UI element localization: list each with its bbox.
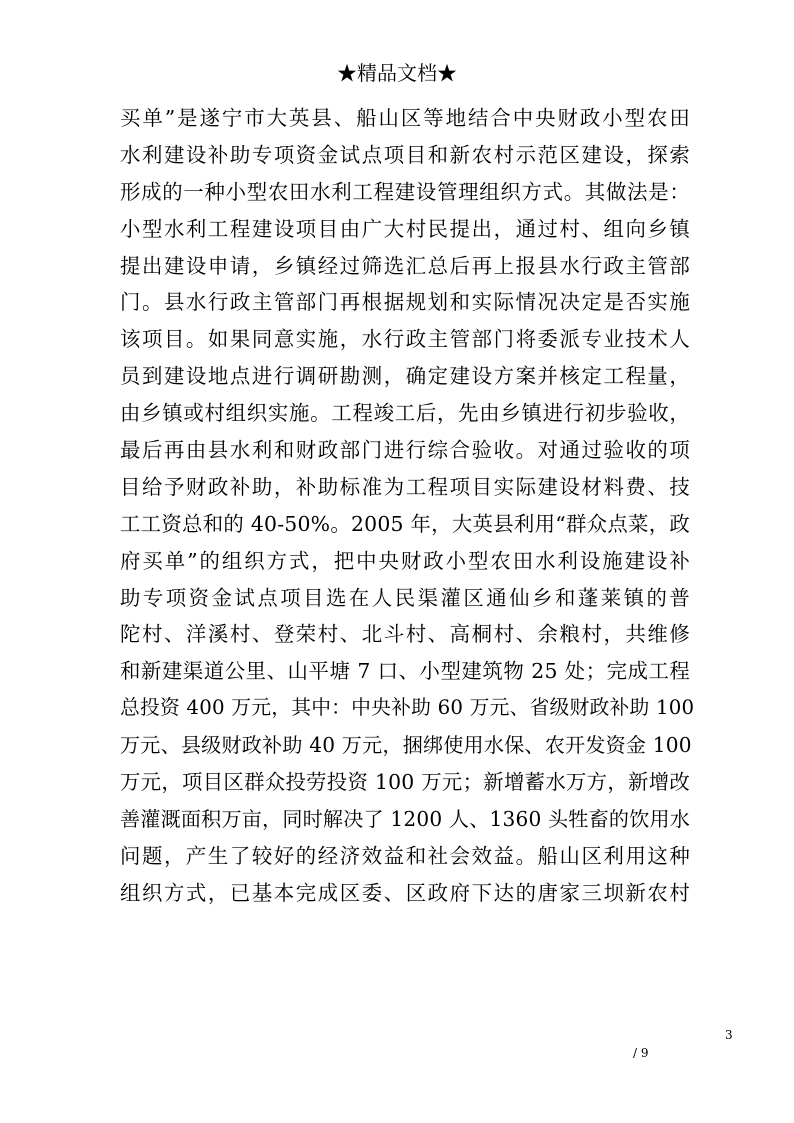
body-line-11: 目给予财政补助，补助标准为工程项目实际建设材料费、技 [120,474,690,499]
body-line-16: 和新建渠道公里、山平塘 7 口、小型建筑物 25 处；完成工程 [120,659,690,684]
body-line-3: 形成的一种小型农田水利工程建设管理组织方式。其做法是： [120,179,690,204]
page-number: 3 [725,1028,733,1042]
body-line-18: 万元、县级财政补助 40 万元，捆绑使用水保、农开发资金 100 [120,733,692,758]
body-line-14: 助专项资金试点项目选在人民渠灌区通仙乡和蓬莱镇的普 [120,585,690,610]
body-line-8: 员到建设地点进行调研勘测，确定建设方案并核定工程量， [120,364,690,389]
body-line-12: 工工资总和的 40-50%。2005 年，大英县利用“群众点菜，政 [120,511,690,536]
body-line-5: 提出建设申请，乡镇经过筛选汇总后再上报县水行政主管部 [120,253,690,278]
body-line-22: 组织方式，已基本完成区委、区政府下达的唐家三坝新农村 [120,880,690,905]
body-line-20: 善灌溉面积万亩，同时解决了 1200 人、1360 头牲畜的饮用水 [120,806,691,831]
body-line-4: 小型水利工程建设项目由广大村民提出，通过村、组向乡镇 [120,216,690,241]
page-total: / 9 [633,1046,649,1060]
body-line-17: 总投资 400 万元，其中：中央补助 60 万元、省级财政补助 100 [120,696,695,720]
document-body [120,100,695,912]
body-line-9: 由乡镇或村组织实施。工程竣工后，先由乡镇进行初步验收， [120,401,690,426]
body-line-13: 府买单”的组织方式，把中央财政小型农田水利设施建设补 [120,548,690,573]
body-line-1: 买单”是遂宁市大英县、船山区等地结合中央财政小型农田 [120,106,690,130]
body-line-19: 万元，项目区群众投劳投资 100 万元；新增蓄水万方，新增改 [120,770,690,795]
body-line-7: 该项目。如果同意实施，水行政主管部门将委派专业技术人 [120,327,690,352]
body-line-21: 问题，产生了较好的经济效益和社会效益。船山区利用这种 [120,843,690,868]
body-line-2: 水利建设补助专项资金试点项目和新农村示范区建设，探索 [120,142,690,167]
document-header: ★精品文档★ [337,61,457,85]
body-line-6: 门。县水行政主管部门再根据规划和实际情况决定是否实施 [120,290,690,315]
body-line-10: 最后再由县水利和财政部门进行综合验收。对通过验收的项 [120,438,690,463]
body-line-15: 陀村、洋溪村、登荣村、北斗村、高桐村、余粮村，共维修 [120,622,690,647]
